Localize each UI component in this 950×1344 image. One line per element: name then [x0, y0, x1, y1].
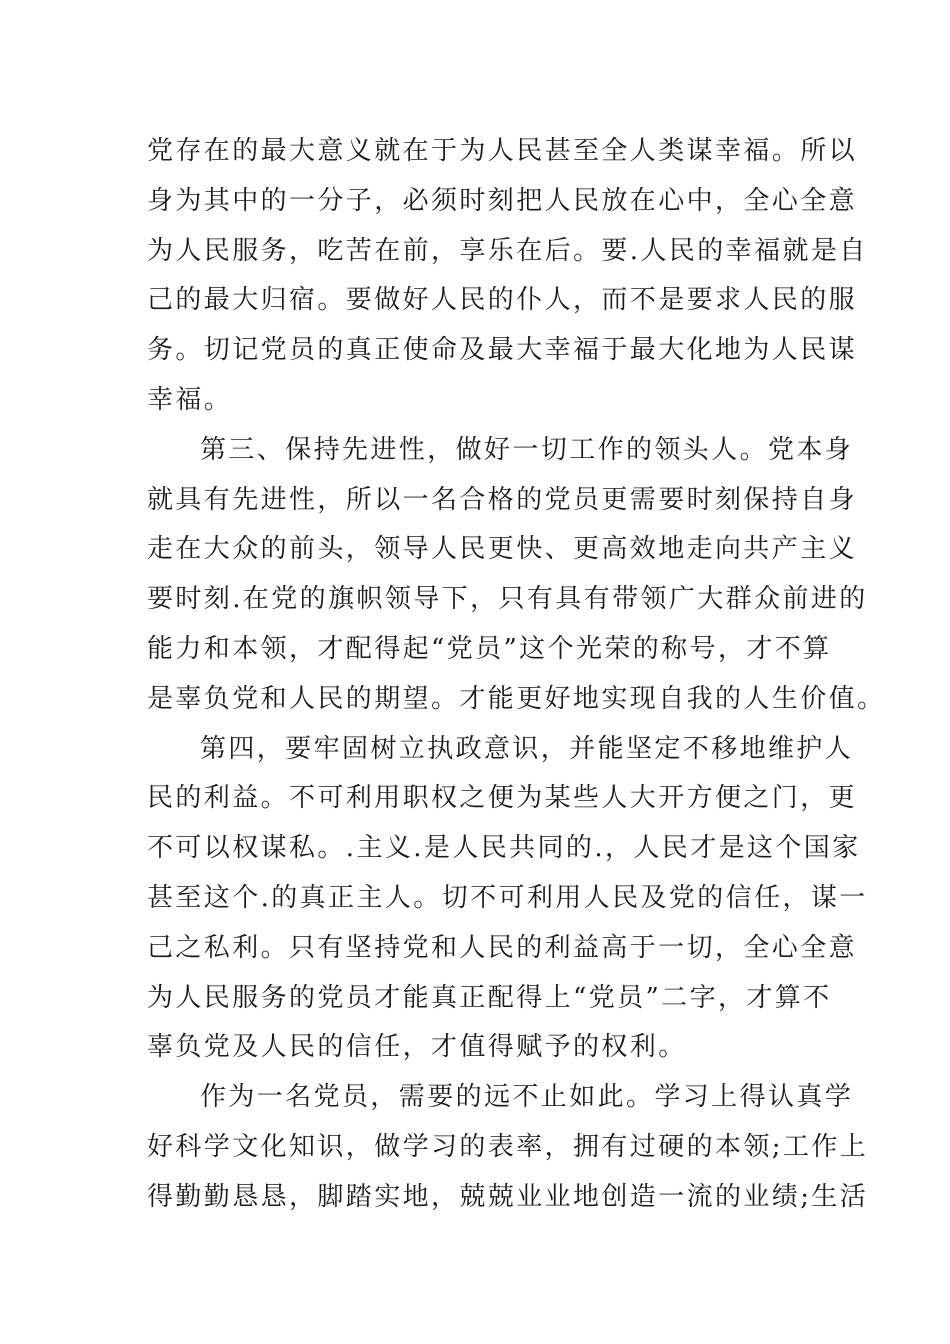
- text-line: 好科学文化知识，做学习的表率，拥有过硬的本领;工作上: [147, 1131, 869, 1162]
- text-line: 就具有先进性，所以一名合格的党员更需要时刻保持自身: [147, 484, 858, 515]
- text-line: 民的利益。不可利用职权之便为某些人大开方便之门，更: [147, 783, 858, 814]
- text-line: 为人民服务的党员才能真正配得上“党员”二字，才算不: [147, 982, 832, 1013]
- paragraph-start-line: 第四，要牢固树立执政意识，并能坚定不移地维护人: [200, 733, 854, 764]
- text-line: 能力和本领，才配得起“党员”这个光荣的称号，才不算: [147, 633, 832, 664]
- text-line: 党存在的最大意义就在于为人民甚至全人类谋幸福。所以: [147, 136, 858, 166]
- text-line: 己的最大归宿。要做好人民的仆人，而不是要求人民的服: [147, 285, 858, 316]
- text-line: 得勤勤恳恳，脚踏实地，兢兢业业地创造一流的业绩;生活: [147, 1181, 869, 1212]
- text-line: 己之私利。只有坚持党和人民的利益高于一切，全心全意: [147, 932, 858, 963]
- text-line: 是辜负党和人民的期望。才能更好地实现自我的人生价值。: [147, 683, 886, 714]
- text-line: 走在大众的前头，领导人民更快、更高效地走向共产主义: [147, 534, 858, 565]
- text-line: 甚至这个.的真正主人。切不可利用人民及党的信任，谋一: [147, 882, 868, 913]
- document-body: [147, 127, 886, 1223]
- text-line: 不可以权谋私。.主义.是人民共同的.，人民才是这个国家: [147, 833, 861, 864]
- text-line: 要时刻.在党的旗帜领导下，只有具有带领广大群众前进的: [147, 584, 868, 615]
- text-line: 务。切记党员的真正使命及最大幸福于最大化地为人民谋: [147, 335, 858, 366]
- text-line: 辜负党及人民的信任，才值得赋予的权利。: [147, 1032, 687, 1063]
- text-line: 为人民服务，吃苦在前，享乐在后。要.人民的幸福就是自: [147, 235, 868, 266]
- text-line: 幸福。: [147, 384, 233, 415]
- paragraph-start-line: 作为一名党员，需要的远不止如此。学习上得认真学: [200, 1082, 854, 1113]
- paragraph-start-line: 第三、保持先进性，做好一切工作的领头人。党本身: [200, 434, 854, 465]
- text-line: 身为其中的一分子，必须时刻把人民放在心中，全心全意: [147, 185, 858, 216]
